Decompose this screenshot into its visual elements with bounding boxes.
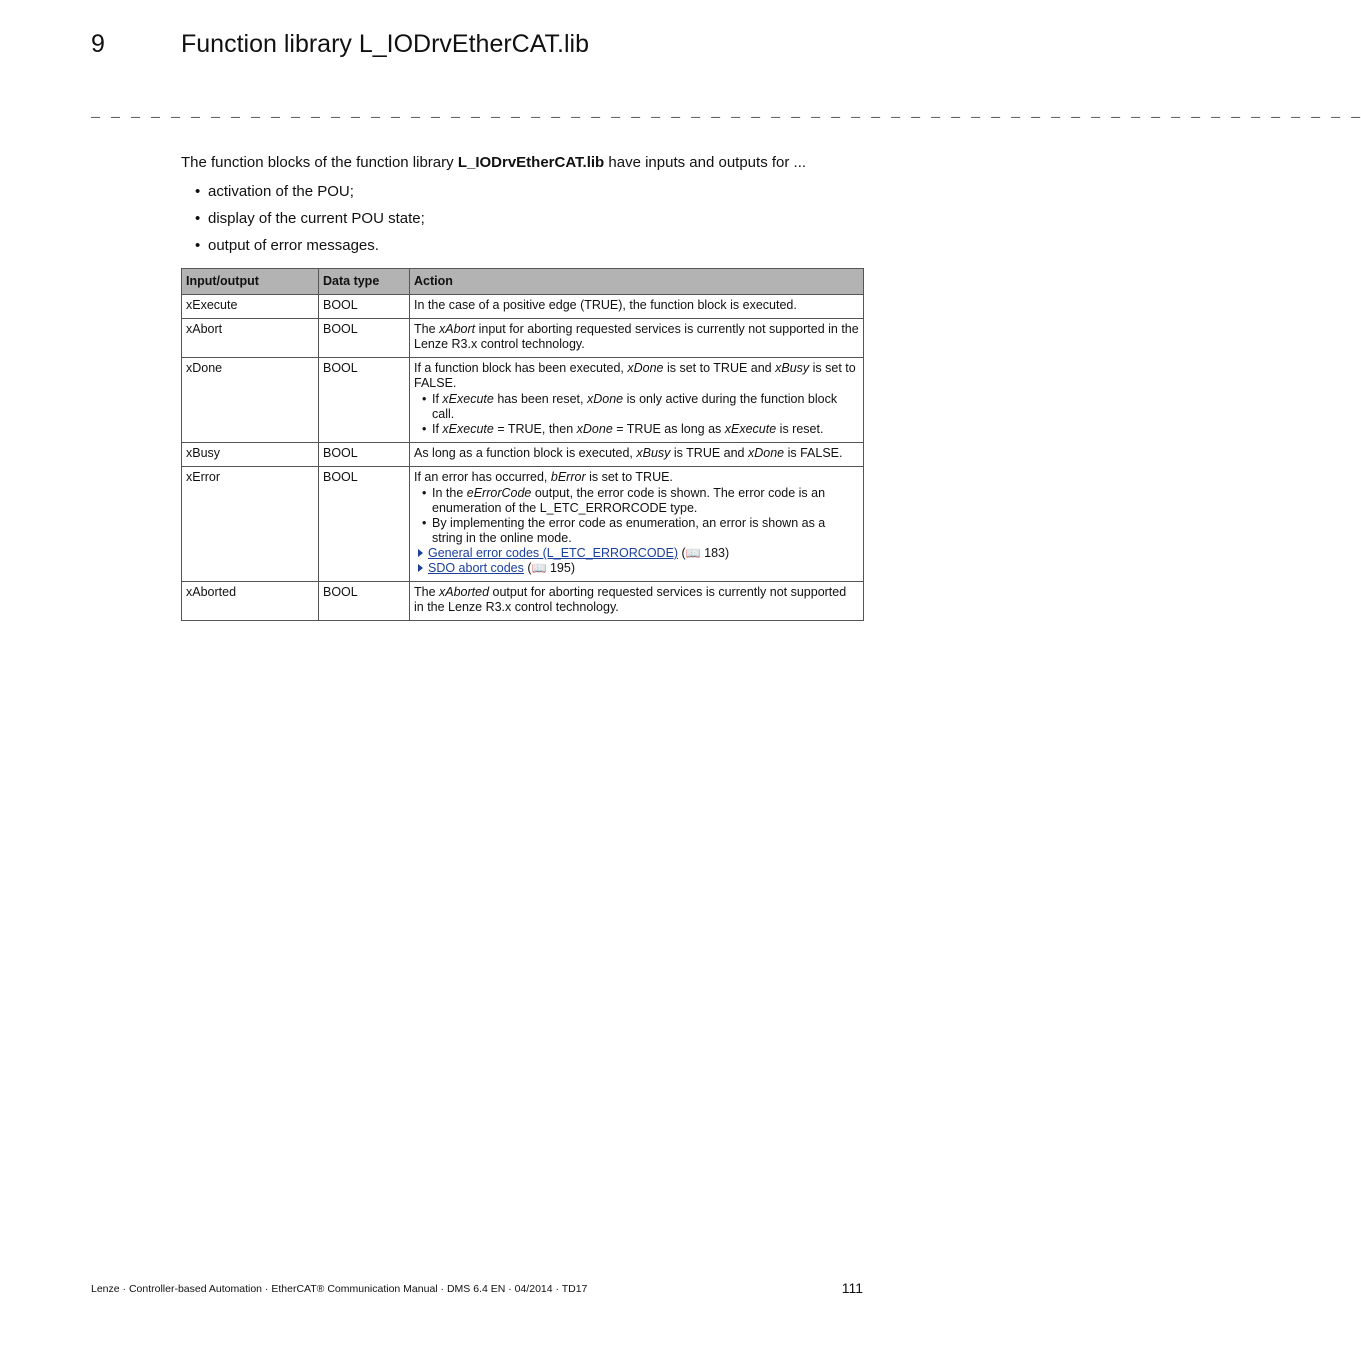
table-row: xDone BOOL If a function block has been executed, xDone is set to TRUE and xBusy is set to FALSE. • If xExecute has been reset, xDone is only active during the function block call. • If xExecute = TRUE, then xDone = TRUE as long as xExecute is reset. (182, 358, 864, 443)
book-icon: 📖 (531, 561, 547, 575)
footer-text: Lenze · Controller-based Automation · EtherCAT® Communication Manual · DMS 6.4 EN · 04/2014 · TD17 (91, 1283, 588, 1295)
chapter-title: Function library L_IODrvEtherCAT.lib (181, 30, 590, 58)
list-item: • activation of the POU; (195, 183, 354, 200)
table-row: xError BOOL If an error has occurred, bError is set to TRUE. • In the eErrorCode output, the error code is shown. The error code is an enumeration of the L_ETC_ERRORCODE type. • By implementing the error code as enumeration, an error is shown as a string in the online mode. General error codes (L_ETC_ERRORCODE) (📖 183) SDO abort codes (📖 195) (182, 467, 864, 582)
column-header: Action (410, 269, 864, 295)
link-arrow-icon (418, 549, 423, 557)
chapter-number: 9 (91, 30, 105, 58)
column-header: Data type (319, 269, 410, 295)
intro-paragraph: The function blocks of the function library L_IODrvEtherCAT.lib have inputs and outputs for ... (181, 154, 807, 171)
library-name: L_IODrvEtherCAT.lib (457, 154, 605, 171)
list-item: • output of error messages. (195, 237, 379, 254)
list-item: • If xExecute = TRUE, then xDone = TRUE as long as xExecute is reset. (414, 422, 859, 437)
book-icon: 📖 (685, 546, 701, 560)
column-header: Input/output (182, 269, 319, 295)
list-item: • display of the current POU state; (195, 210, 425, 227)
table-row: xAborted BOOL The xAborted output for aborting requested services is currently not supported in the Lenze R3.x control technology. (182, 582, 864, 621)
list-item: • In the eErrorCode output, the error code is shown. The error code is an enumeration of the L_ETC_ERRORCODE type. (414, 486, 859, 516)
table-row: xBusy BOOL As long as a function block is executed, xBusy is TRUE and xDone is FALSE. (182, 443, 864, 467)
feature-list (195, 182, 425, 263)
general-error-codes-link[interactable]: General error codes (L_ETC_ERRORCODE) (428, 546, 679, 560)
list-item: • By implementing the error code as enumeration, an error is shown as a string in the online mode. (414, 516, 859, 546)
page-number: 111 (841, 1280, 863, 1296)
table-row: xExecute BOOL In the case of a positive edge (TRUE), the function block is executed. (182, 295, 864, 319)
link-arrow-icon (418, 564, 423, 572)
io-table (181, 268, 864, 621)
table-header-row (182, 269, 864, 295)
sdo-abort-codes-link[interactable]: SDO abort codes (428, 561, 524, 575)
table-row: xAbort BOOL The xAbort input for aborting requested services is currently not supported in the Lenze R3.x control technology. (182, 319, 864, 358)
dashed-divider: _ _ _ _ _ _ _ _ _ _ _ _ _ _ _ _ _ _ _ _ _ _ _ _ _ _ _ _ _ _ _ _ _ _ _ _ _ _ _ _ _ _ _ _ _ _ _ _ _ _ _ _ _ _ _ _ _ _ _ _ _ _ _ _ (91, 104, 1361, 121)
list-item: • If xExecute has been reset, xDone is only active during the function block call. (414, 392, 859, 422)
